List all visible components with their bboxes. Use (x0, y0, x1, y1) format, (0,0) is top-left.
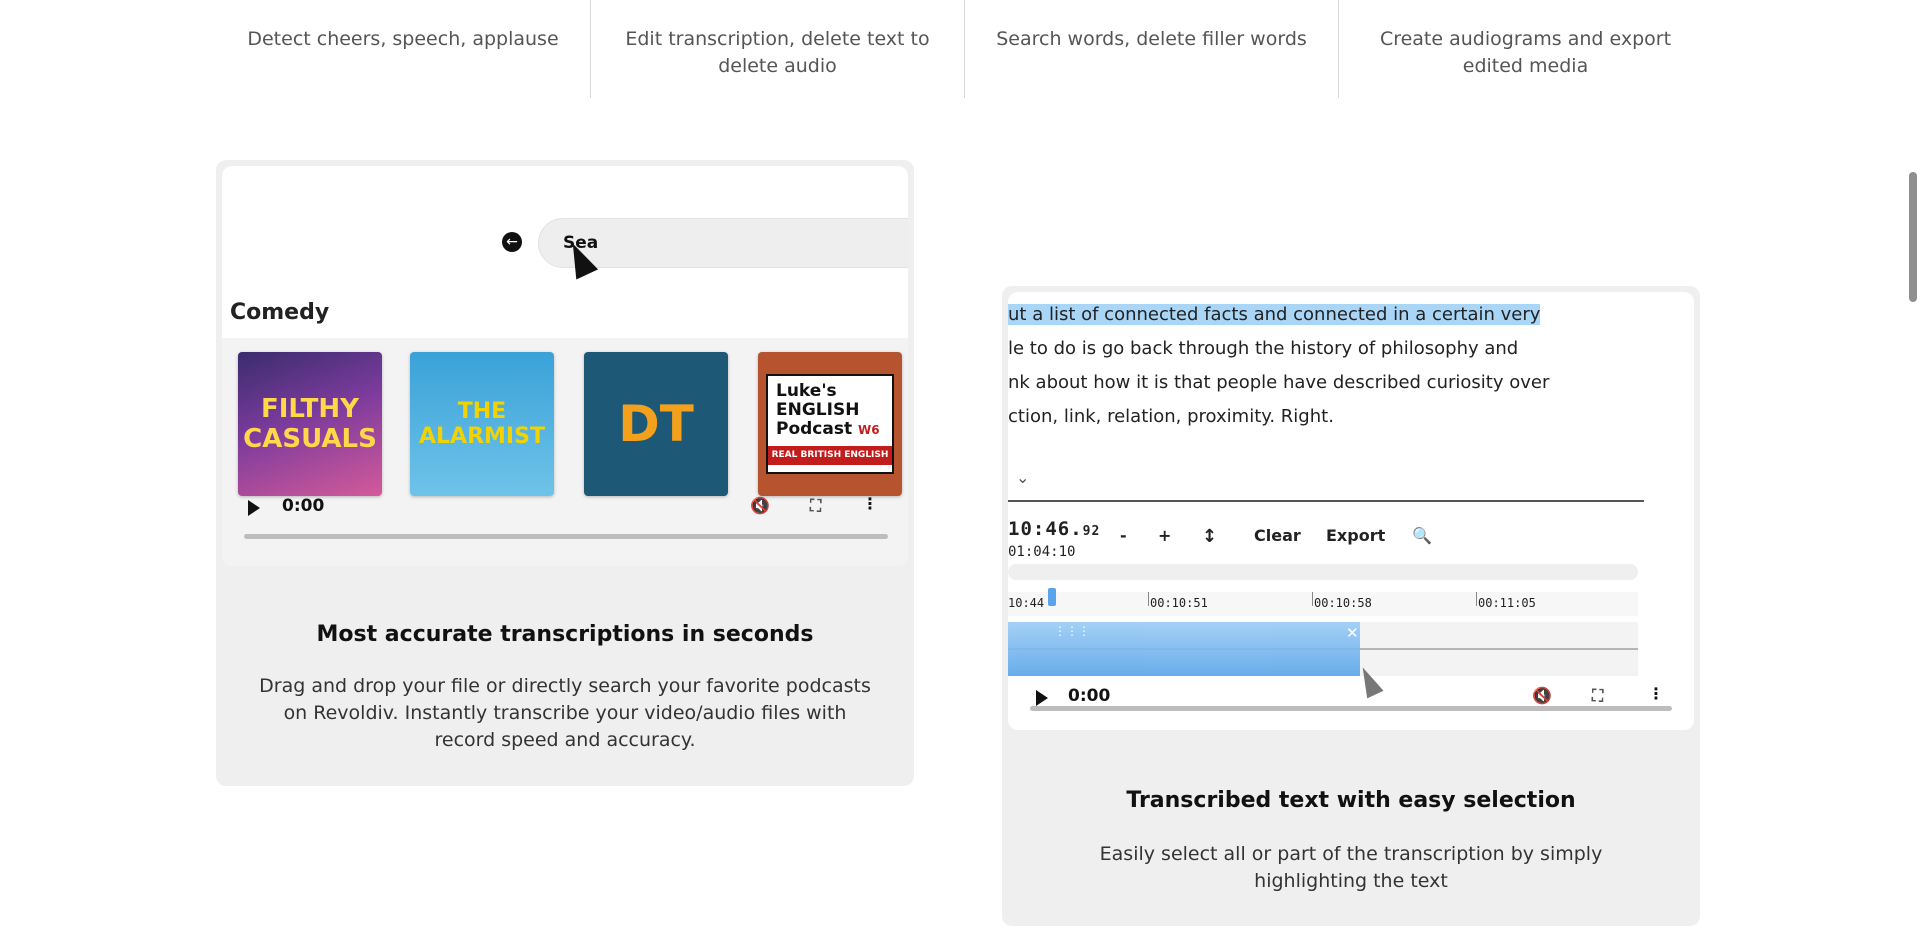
podcast-thumbnail[interactable] (758, 352, 902, 496)
mute-icon[interactable]: 🔇 (1532, 686, 1552, 705)
waveform[interactable] (1008, 622, 1638, 676)
card-title: Transcribed text with easy selection (1126, 788, 1576, 813)
podcast-art-text: ENGLISH (776, 400, 860, 420)
ruler-label: 10:44 (1008, 596, 1045, 610)
scrollbar-thumb[interactable] (1909, 172, 1917, 302)
playhead-handle[interactable] (1048, 588, 1056, 606)
editor-toolbar (1008, 514, 1694, 560)
card-description: Easily select all or part of the transcription by simply highlighting the text (1099, 843, 1603, 892)
podcast-thumbnail[interactable] (410, 352, 554, 496)
ruler-tick (1476, 592, 1477, 606)
ruler-tick (1148, 592, 1149, 606)
feature-export (1338, 0, 1712, 98)
play-icon[interactable] (248, 500, 260, 516)
ruler-label: 00:11:05 (1478, 596, 1536, 610)
podcast-art-text: FILTHY CASUALS (243, 394, 377, 454)
zoom-in-button[interactable]: + (1158, 526, 1172, 545)
page-scrollbar[interactable] (1906, 0, 1920, 922)
highlighted-text: ut a list of connected facts and connected in a certain very (1008, 304, 1541, 325)
clear-button[interactable]: Clear (1254, 526, 1301, 545)
chevron-down-icon[interactable]: ⌄ (1016, 468, 1030, 487)
feature-detect (216, 0, 590, 98)
current-time-main: 10:46. (1008, 518, 1083, 540)
feature-text: Detect cheers, speech, applause (247, 28, 559, 50)
play-icon[interactable] (1036, 690, 1048, 706)
divider (1008, 500, 1644, 502)
feature-card-transcription (216, 160, 914, 786)
section-title: Comedy (230, 300, 330, 325)
media-player (222, 488, 908, 528)
podcast-art-tag: W6 (858, 423, 880, 437)
podcast-art-text: THE ALARMIST (419, 399, 545, 449)
media-player (1008, 678, 1694, 718)
card-description: Drag and drop your file or directly search your favorite podcasts on Revoldiv. Instantly transcribe your video/audio files with record speed and accuracy. (259, 675, 871, 751)
podcast-art-text: DT (618, 395, 694, 453)
player-time: 0:00 (282, 496, 325, 516)
feature-text: Create audiograms and export (1379, 28, 1672, 50)
podcast-thumbnail[interactable] (238, 352, 382, 496)
search-input[interactable]: Sea (538, 218, 908, 268)
transcript-line[interactable]: nk about how it is that people have described curiosity over (1008, 372, 1550, 393)
feature-text: Edit transcription, delete text to (625, 28, 930, 50)
feature-card-selection (1002, 286, 1700, 926)
feature-text: delete audio (718, 55, 837, 77)
player-time: 0:00 (1068, 686, 1111, 706)
current-time (1008, 518, 1100, 540)
transcript-line[interactable]: ction, link, relation, proximity. Right. (1008, 406, 1334, 427)
selection-region[interactable] (1008, 622, 1360, 676)
mute-icon[interactable]: 🔇 (750, 496, 770, 515)
more-options-icon[interactable]: ⋮ (1648, 684, 1664, 703)
feature-search (964, 0, 1338, 98)
podcast-carousel (222, 338, 908, 566)
feature-text: edited media (1462, 55, 1589, 77)
expand-vertical-icon[interactable]: ↕ (1202, 526, 1218, 547)
fullscreen-icon[interactable]: ⛶ (810, 496, 822, 515)
player-progress-bar[interactable] (244, 534, 888, 539)
transcript-line[interactable] (1008, 304, 1540, 325)
timeline-scrollbar[interactable] (1008, 564, 1638, 580)
podcast-art-text: Luke's (776, 381, 837, 401)
total-time: 01:04:10 (1008, 544, 1076, 560)
ruler-tick (1312, 592, 1313, 606)
ruler-label: 00:10:58 (1314, 596, 1372, 610)
podcast-thumbnail[interactable] (584, 352, 728, 496)
drag-handle-icon[interactable]: ⋮⋮⋮ (1054, 624, 1090, 638)
timeline-ruler (1008, 592, 1638, 616)
export-button[interactable]: Export (1326, 526, 1386, 545)
feature-edit (590, 0, 964, 98)
card-title: Most accurate transcriptions in seconds (316, 622, 814, 647)
back-arrow-icon[interactable]: ← (502, 232, 522, 252)
more-options-icon[interactable]: ⋮ (862, 494, 878, 513)
search-screenshot (222, 166, 908, 566)
podcast-art-text: Podcast (776, 419, 853, 439)
feature-text: Search words, delete filler words (996, 28, 1307, 50)
feature-strip (216, 0, 1712, 98)
close-icon[interactable]: ✕ (1346, 624, 1359, 642)
editor-screenshot (1008, 292, 1694, 730)
transcript-line[interactable]: le to do is go back through the history of philosophy and (1008, 338, 1519, 359)
player-progress-bar[interactable] (1030, 706, 1672, 711)
ruler-label: 00:10:51 (1150, 596, 1208, 610)
zoom-out-button[interactable]: - (1120, 526, 1127, 545)
fullscreen-icon[interactable]: ⛶ (1592, 686, 1604, 705)
podcast-art-label (766, 374, 894, 474)
podcast-art-banner: REAL BRITISH ENGLISH (768, 446, 892, 465)
current-time-fraction: 92 (1082, 524, 1101, 539)
search-icon[interactable]: 🔍 (1412, 526, 1432, 545)
